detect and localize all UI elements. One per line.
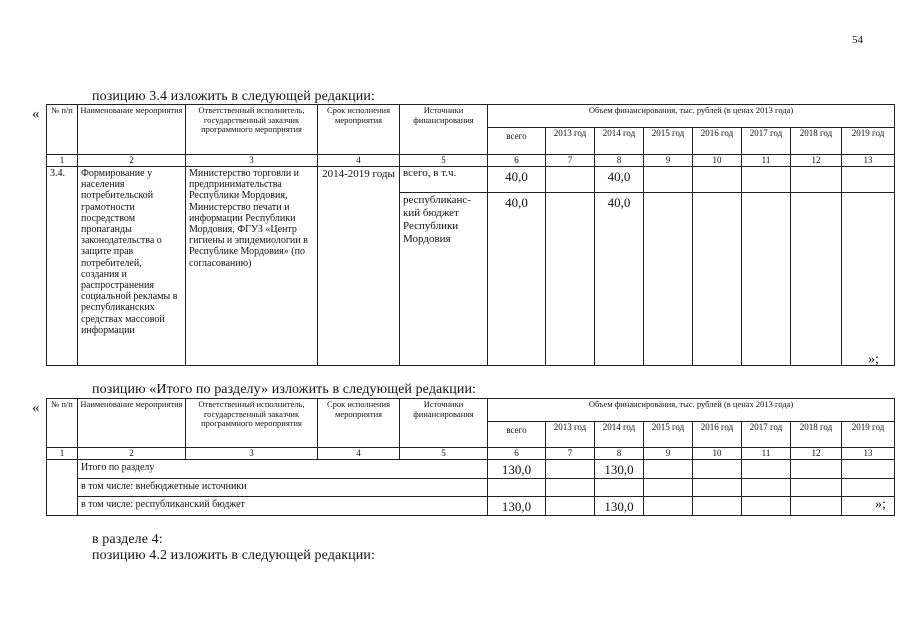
header-name: Наименование мероприятия <box>78 399 186 448</box>
total-value: 40,0 <box>488 167 546 193</box>
paragraph-position-3-4: позицию 3.4 изложить в следующей редакции: <box>92 89 375 104</box>
header-year: 2019 год <box>842 422 895 448</box>
col-number: 3 <box>186 448 318 460</box>
col-number: 1 <box>47 155 78 167</box>
col-number: 4 <box>318 155 400 167</box>
header-year: 2017 год <box>742 128 791 155</box>
offbudget-row-label: в том числе: внебюджетные источники <box>78 479 488 497</box>
open-quote-2: « <box>32 400 40 416</box>
col-number: 2 <box>78 155 186 167</box>
header-term: Срок исполнения мероприятия <box>318 399 400 448</box>
source-total: всего, в т.ч. <box>400 167 488 193</box>
header-year: 2015 год <box>644 422 693 448</box>
col-number: 10 <box>693 155 742 167</box>
y2014-value <box>595 479 644 497</box>
header-total: всего <box>488 128 546 155</box>
col-number: 13 <box>842 448 895 460</box>
y2013-value <box>546 167 595 193</box>
close-quote-2: »; <box>875 497 886 512</box>
header-year: 2015 год <box>644 128 693 155</box>
close-quote-1: »; <box>868 352 879 367</box>
paragraph-position-4-2: позицию 4.2 изложить в следующей редакции: <box>92 548 375 563</box>
y2014-value: 40,0 <box>595 193 644 366</box>
col-number: 4 <box>318 448 400 460</box>
y2014-value: 130,0 <box>595 497 644 516</box>
y2013-value <box>546 193 595 366</box>
col-number: 11 <box>742 448 791 460</box>
header-year: 2019 год <box>842 128 895 155</box>
table-section-total <box>46 398 895 516</box>
col-number: 1 <box>47 448 78 460</box>
col-number: 7 <box>546 155 595 167</box>
header-source: Источники финансирования <box>400 105 488 155</box>
header-year: 2014 год <box>595 422 644 448</box>
col-number: 6 <box>488 155 546 167</box>
col-number: 12 <box>791 155 842 167</box>
header-year: 2017 год <box>742 422 791 448</box>
header-year: 2013 год <box>546 422 595 448</box>
col-number: 11 <box>742 155 791 167</box>
header-year: 2014 год <box>595 128 644 155</box>
open-quote-1: « <box>32 106 40 122</box>
item-name: Формирование у населения потребительской грамотности посредством пропаганды законодательства о защите прав потребителей, создания и распространения социальной рекламы в республиканских средствах массовой информации <box>78 167 186 366</box>
y2014-value: 130,0 <box>595 460 644 479</box>
col-number: 13 <box>842 155 895 167</box>
col-number: 5 <box>400 155 488 167</box>
header-volume: Объем финансирования, тыс. рублей (в ценах 2013 года) <box>488 105 895 128</box>
col-number: 10 <box>693 448 742 460</box>
col-number: 6 <box>488 448 546 460</box>
header-responsible: Ответственный исполнитель, государственный заказчик программного мероприятия <box>186 399 318 448</box>
col-number: 2 <box>78 448 186 460</box>
total-row-label: Итого по разделу <box>78 460 488 479</box>
header-name: Наименование мероприятия <box>78 105 186 155</box>
header-year: 2016 год <box>693 422 742 448</box>
col-number: 8 <box>595 155 644 167</box>
col-number: 9 <box>644 448 693 460</box>
header-year: 2018 год <box>791 422 842 448</box>
col-number: 8 <box>595 448 644 460</box>
header-responsible: Ответственный исполнитель, государственный заказчик программного мероприятия <box>186 105 318 155</box>
total-value <box>488 479 546 497</box>
total-value: 40,0 <box>488 193 546 366</box>
source-republic-budget: республиканс-кий бюджет Республики Мордовия <box>400 193 488 366</box>
col-number: 7 <box>546 448 595 460</box>
item-number: 3.4. <box>47 167 78 366</box>
header-year: 2013 год <box>546 128 595 155</box>
header-year: 2016 год <box>693 128 742 155</box>
col-number: 5 <box>400 448 488 460</box>
header-num: № п/п <box>47 399 78 448</box>
y2014-value: 40,0 <box>595 167 644 193</box>
item-responsible: Министерство торговли и предпринимательства Республики Мордовия, Министерство печати и информации Республики Мордовия, ФГУЗ «Центр гигиены и эпидемиологии в Республике Мордовия» (по согласованию) <box>186 167 318 366</box>
paragraph-section-total: позицию «Итого по разделу» изложить в следующей редакции: <box>92 382 477 397</box>
header-volume: Объем финансирования, тыс. рублей (в ценах 2013 года) <box>488 399 895 422</box>
col-number: 9 <box>644 155 693 167</box>
republic-budget-row-label: в том числе: республиканский бюджет <box>78 497 488 516</box>
col-number: 3 <box>186 155 318 167</box>
header-num: № п/п <box>47 105 78 155</box>
page-number: 54 <box>852 34 863 46</box>
col-number: 12 <box>791 448 842 460</box>
header-year: 2018 год <box>791 128 842 155</box>
header-source: Источники финансирования <box>400 399 488 448</box>
paragraph-section-4: в разделе 4: <box>92 532 163 547</box>
header-total: всего <box>488 422 546 448</box>
header-term: Срок исполнения мероприятия <box>318 105 400 155</box>
item-term: 2014-2019 годы <box>318 167 400 366</box>
table-position-3-4 <box>46 104 895 366</box>
total-value: 130,0 <box>488 497 546 516</box>
total-value: 130,0 <box>488 460 546 479</box>
